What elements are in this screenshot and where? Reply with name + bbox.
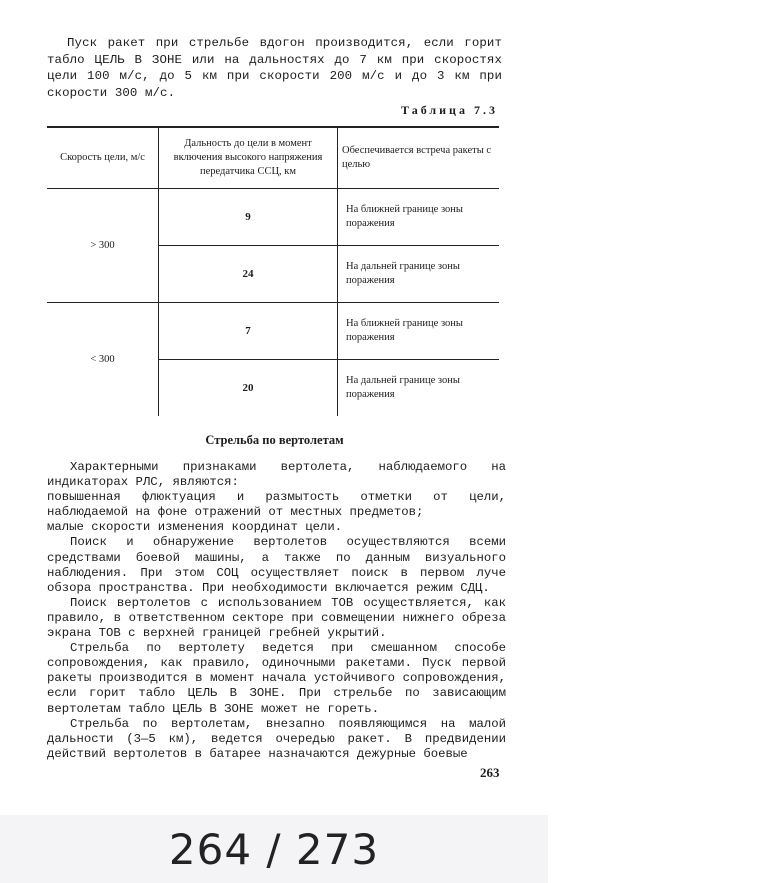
speed-cell: > 300 [47, 189, 159, 303]
paragraph: Стрельба по вертолету ведется при смешанном способе сопровождения, как правило, одиночными ракетами. Пуск первой ракеты производится в момент начала устойчивого сопровождения, если горит табло ЦЕЛЬ В ЗОНЕ. При стрельбе по зависающим вертолетам табло ЦЕЛЬ В ЗОНЕ может не гореть. [47, 641, 506, 716]
table-header-row [47, 127, 499, 189]
speed-distance-table [47, 126, 499, 416]
header-distance: Дальность до цели в момент включения высокого напряжения передатчика ССЦ, км [159, 127, 338, 189]
paragraph: малые скорости изменения координат цели. [47, 520, 343, 535]
page-counter: 264 / 273 [168, 824, 380, 874]
header-speed: Скорость цели, м/с [47, 127, 159, 189]
page-number: 263 [480, 765, 500, 780]
paragraph: Поиск и обнаружение вертолетов осуществляются всеми средствами боевой машины, а также по данным визуального наблюдения. При этом СОЦ осуществляет поиск в первом луче обзора пространства. При необходимости включается режим СДЦ. [47, 535, 506, 595]
body-text [47, 460, 506, 762]
section-heading: Стрельба по вертолетам [205, 433, 344, 447]
header-result: Обеспечивается встреча ракеты с целью [338, 127, 500, 189]
intro-paragraph [47, 35, 502, 101]
table-row [47, 189, 499, 246]
paragraph: Поиск вертолетов с использованием ТОВ осуществляется, как правило, в ответственном секторе при совмещении нижнего обреза экрана ТОВ с верхней границей гребней укрытий. [47, 595, 506, 641]
viewer-footer [0, 815, 548, 883]
paragraph: повышенная флюктуация и размытость отметки от цели, наблюдаемой на фоне отражений от местных предметов; [47, 490, 506, 520]
distance-cell: 24 [159, 246, 338, 303]
speed-cell: < 300 [90, 353, 115, 365]
table-row [47, 303, 499, 360]
distance-cell: 7 [159, 303, 338, 360]
result-cell: На дальней границе зоны поражения [346, 375, 460, 400]
paragraph: Стрельба по вертолетам, внезапно появляющимся на малой дальности (3—5 км), ведется очередью ракет. В предвидении действий вертолетов в батарее назначаются дежурные боевые [47, 716, 506, 761]
distance-cell: 20 [159, 360, 338, 417]
paragraph: Характерными признаками вертолета, наблюдаемого на индикаторах РЛС, являются: [47, 460, 506, 490]
intro-text: Пуск ракет при стрельбе вдогон производится, если горит табло ЦЕЛЬ В ЗОНЕ или на дальностях до 7 км при скоростях цели 100 м/с, до 5 км при скорости 200 м/с и до 3 км при скорости 300 м/с. [47, 36, 502, 100]
result-cell: На ближней границе зоны поражения [338, 303, 500, 360]
table-label: Таблица 7.3 [401, 103, 498, 117]
result-cell: На дальней границе зоны поражения [338, 246, 500, 303]
result-cell: На ближней границе зоны поражения [338, 189, 500, 246]
distance-cell: 9 [159, 189, 338, 246]
